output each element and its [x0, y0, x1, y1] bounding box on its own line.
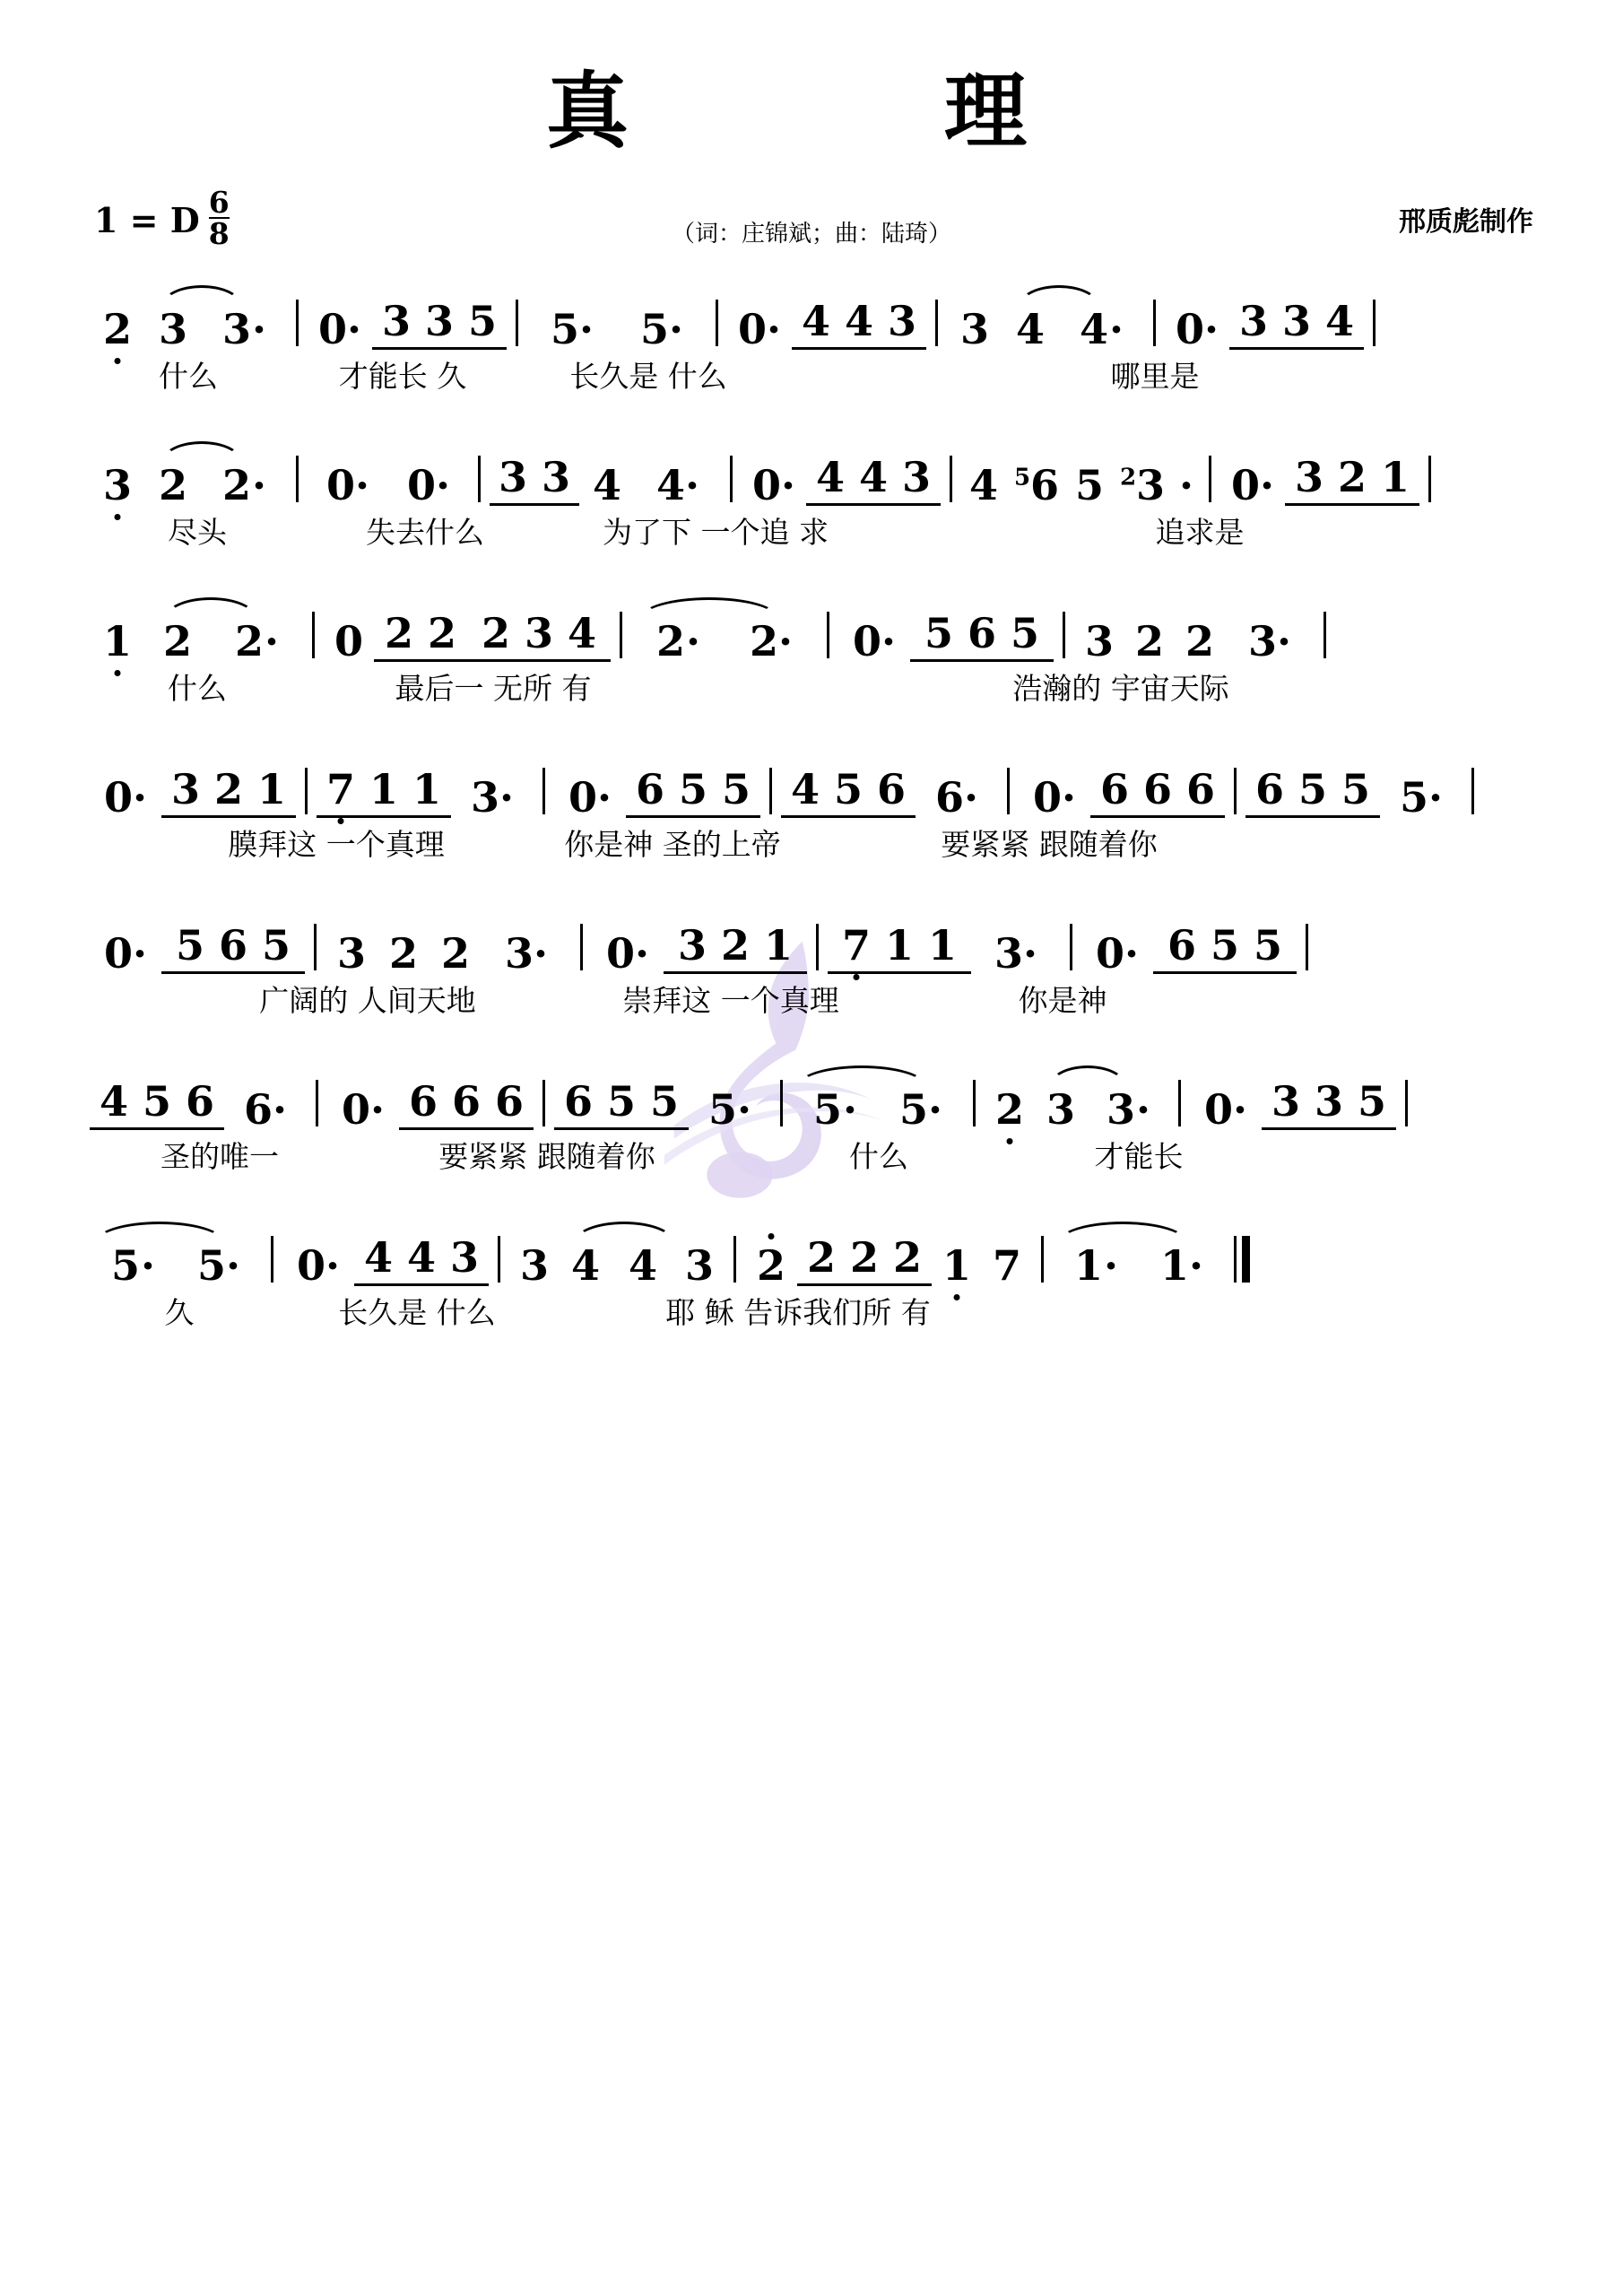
notes-row-4: 0· 3 2 1 7 1 1 3· 0· 6 5 5 4 5 6 6· 0· 6 6 6 6 5 5 5·	[90, 750, 1537, 818]
final-barline	[1234, 1236, 1250, 1283]
credits-text: （词：庄锦斌；曲：陆琦）	[671, 221, 951, 248]
system-3	[90, 594, 1537, 725]
system-5	[90, 906, 1537, 1037]
lyrics-row-2: 尽头 失去什么 为了下 一个追 求 追求是	[168, 515, 1245, 550]
lyrics-row-7: 久 长久是 什么 耶 稣 告诉我们所 有	[164, 1295, 931, 1330]
notes-row-7: 5· 5· 0· 4 4 3 3 4 4 3 2 2 2 2 1 7 1· 1·	[90, 1218, 1537, 1286]
lyrics-row-3: 什么 最后一 无所 有 浩瀚的 宇宙天际	[168, 671, 1229, 706]
time-signature-numerator: 6	[208, 185, 230, 220]
notes-row-1: 2 3 3· 0· 3 3 5 5· 5· 0· 4 4 3 3 4 4· 0· 3 3 4	[90, 282, 1537, 350]
lyrics-row-1: 什么 才能长 久 长久是 什么 哪里是	[159, 359, 1200, 394]
lyrics-row-4: 膜拜这 一个真理 你是神 圣的上帝 要紧紧 跟随着你	[228, 827, 1158, 862]
system-2	[90, 438, 1537, 569]
notes-row-5: 0· 5 6 5 3 2 2 3· 0· 3 2 1 7 1 1 3· 0· 6 5 5	[90, 906, 1537, 974]
maker-credit: 邢质彪制作	[1399, 206, 1533, 238]
time-signature-denominator: 8	[208, 216, 230, 252]
system-6	[90, 1062, 1537, 1193]
system-4	[90, 750, 1537, 881]
notes-row-2: 3 2 2· 0· 0· 3 3 4 4· 0· 4 4 3 4 $^5$6 5 $^2$3 · 0· 3 2 1	[90, 438, 1537, 506]
header-row	[0, 183, 1623, 269]
system-7	[90, 1218, 1537, 1349]
key-signature-text: 1 = D	[94, 199, 200, 240]
lyrics-row-5: 广阔的 人间天地 崇拜这 一个真理 你是神	[259, 983, 1107, 1018]
music-systems	[0, 282, 1623, 1349]
notes-row-3: 1 2 2· 0 2 2 2 3 4 2· 2· 0· 5 6 5 3 2 2 3·	[90, 594, 1537, 662]
page-title: 真 理	[545, 63, 1077, 160]
notes-row-6: 4 5 6 6· 0· 6 6 6 6 5 5 5· 5· 5· 2 3 3· 0· 3 3 5	[90, 1062, 1537, 1130]
system-1	[90, 282, 1537, 413]
lyrics-row-6: 圣的唯一 要紧紧 跟随着你 什么 才能长	[161, 1139, 1184, 1174]
